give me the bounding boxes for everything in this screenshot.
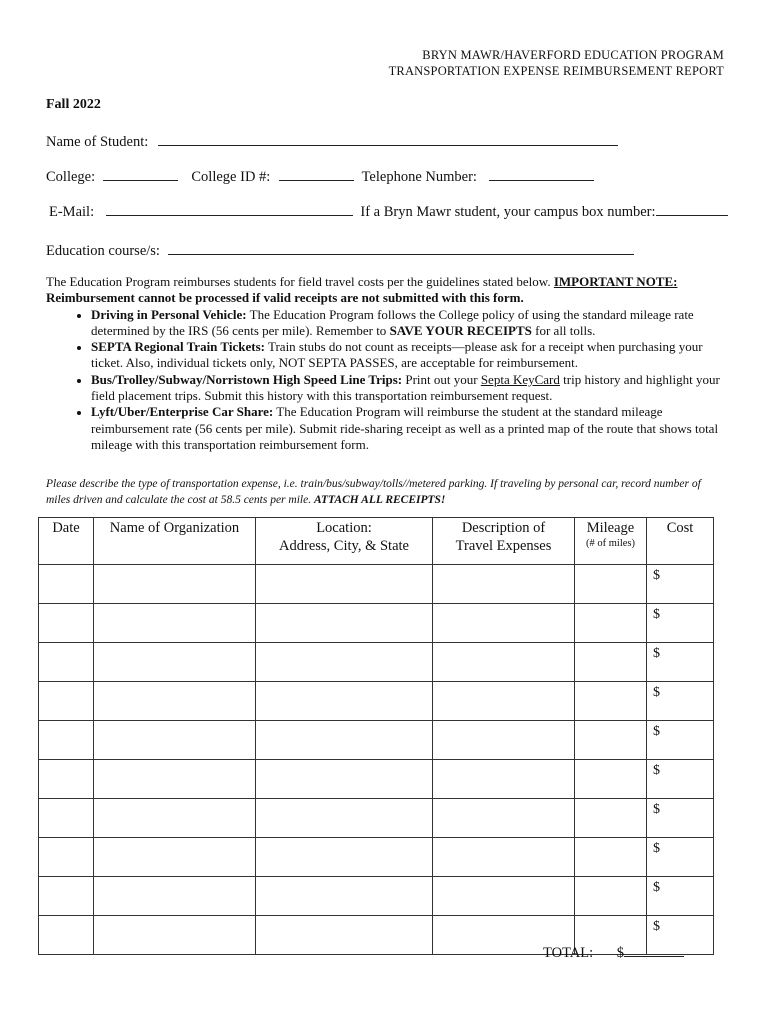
location-cell[interactable] (256, 682, 433, 721)
table-row (39, 682, 714, 721)
total-label: TOTAL: (543, 945, 594, 961)
currency-symbol: $ (653, 568, 660, 583)
intro-paragraph (46, 274, 726, 307)
courses-row (46, 242, 634, 260)
mileage-header-sub: (# of miles) (586, 538, 635, 549)
date-cell[interactable] (39, 604, 94, 643)
mileage-cell[interactable] (575, 721, 647, 760)
courses-field[interactable] (168, 242, 634, 255)
guideline-item-ride-share (91, 404, 726, 453)
location-column-header (256, 518, 433, 565)
campus-box-field[interactable] (656, 203, 728, 216)
term-label: Fall 2022 (46, 97, 101, 112)
mileage-cell[interactable] (575, 643, 647, 682)
description-cell[interactable] (433, 604, 575, 643)
student-name-field[interactable] (158, 133, 618, 146)
date-cell[interactable] (39, 916, 94, 955)
college-label: College: (46, 169, 96, 185)
instructions-paragraph (46, 476, 726, 508)
date-cell[interactable] (39, 565, 94, 604)
campus-box-label: If a Bryn Mawr student, your campus box number: (360, 204, 656, 220)
college-field[interactable] (103, 168, 178, 181)
guideline-text: trip history and highlight your field placement trips. Submit this history with this transportation reimbursement request. (91, 371, 720, 404)
mileage-cell[interactable] (575, 838, 647, 877)
email-row (49, 203, 728, 221)
currency-symbol: $ (653, 919, 660, 934)
cost-cell[interactable] (647, 721, 714, 760)
mileage-cell[interactable] (575, 799, 647, 838)
total-prefix: $ (616, 945, 624, 961)
location-cell[interactable] (256, 799, 433, 838)
table-row (39, 604, 714, 643)
guideline-text: The Education Program will reimburse the student at the standard mileage reimbursement rate (56 cents per mile). Submit ride-sharing receipt as well as a printed map of the route that shows total mileage with this transportation reimbursement form. (91, 404, 719, 452)
college-id-field[interactable] (279, 168, 354, 181)
date-cell[interactable] (39, 682, 94, 721)
cost-cell[interactable] (647, 565, 714, 604)
guideline-item-personal-vehicle (91, 307, 726, 340)
date-column-header: Date (39, 518, 94, 565)
description-cell[interactable] (433, 838, 575, 877)
telephone-field[interactable] (489, 168, 594, 181)
cost-column-header: Cost (647, 518, 714, 565)
cost-cell[interactable] (647, 799, 714, 838)
total-field[interactable] (624, 944, 684, 957)
college-row (46, 168, 594, 186)
date-cell[interactable] (39, 799, 94, 838)
organization-cell[interactable] (94, 604, 256, 643)
guideline-tail: for all tolls. (535, 322, 596, 338)
header-program: BRYN MAWR/HAVERFORD EDUCATION PROGRAM (422, 48, 724, 62)
currency-symbol: $ (653, 685, 660, 700)
date-cell[interactable] (39, 838, 94, 877)
location-cell[interactable] (256, 877, 433, 916)
mileage-column-header (575, 518, 647, 565)
guidelines-section (46, 274, 726, 453)
mileage-cell[interactable] (575, 877, 647, 916)
organization-cell[interactable] (94, 916, 256, 955)
table-row (39, 760, 714, 799)
organization-cell[interactable] (94, 877, 256, 916)
location-cell[interactable] (256, 721, 433, 760)
email-label: E-Mail: (49, 204, 95, 220)
header-report-title: TRANSPORTATION EXPENSE REIMBURSEMENT REPORT (388, 64, 724, 78)
organization-cell[interactable] (94, 565, 256, 604)
date-cell[interactable] (39, 877, 94, 916)
student-name-label: Name of Student: (46, 134, 149, 150)
septa-keycard-link[interactable]: Septa KeyCard (480, 371, 560, 387)
location-header-line: Address, City, & State (279, 538, 409, 554)
organization-cell[interactable] (94, 721, 256, 760)
date-cell[interactable] (39, 721, 94, 760)
currency-symbol: $ (653, 763, 660, 778)
cost-cell[interactable] (647, 604, 714, 643)
mileage-cell[interactable] (575, 682, 647, 721)
description-cell[interactable] (433, 682, 575, 721)
location-cell[interactable] (256, 643, 433, 682)
description-cell[interactable] (433, 721, 575, 760)
table-row (39, 643, 714, 682)
table-row (39, 799, 714, 838)
guideline-text: Train stubs do not count as receipts—please ask for a receipt when purchasing your ticket. Also, individual tickets only, NOT SEPTA PASSES, are acceptable for reimbursement. (91, 339, 703, 371)
description-column-header (433, 518, 575, 565)
form-header (389, 47, 724, 79)
courses-label: Education course/s: (46, 243, 160, 259)
guideline-title: Driving in Personal Vehicle: (91, 306, 247, 322)
description-cell[interactable] (433, 760, 575, 799)
location-header-line: Location: (316, 520, 372, 536)
guideline-emphasis: SAVE YOUR RECEIPTS (389, 322, 532, 338)
student-name-row (46, 133, 618, 151)
organization-cell[interactable] (94, 760, 256, 799)
instructions-text: Please describe the type of transportation expense, i.e. train/bus/subway/tolls//metered parking. If traveling by personal car, record number of miles driven and calculate the cost at 58.5 cents per mile. (46, 478, 701, 506)
organization-cell[interactable] (94, 799, 256, 838)
location-cell[interactable] (256, 760, 433, 799)
intro-text: The Education Program reimburses students for field travel costs per the guidelines stated below. (46, 274, 551, 289)
cost-cell[interactable] (647, 877, 714, 916)
mileage-cell[interactable] (575, 604, 647, 643)
cost-cell[interactable] (647, 643, 714, 682)
college-id-label: College ID #: (191, 169, 271, 185)
expense-table-header (39, 518, 714, 565)
expense-table (38, 517, 714, 955)
cost-cell[interactable] (647, 760, 714, 799)
total-row (543, 944, 684, 962)
location-cell[interactable] (256, 565, 433, 604)
description-cell[interactable] (433, 565, 575, 604)
guideline-item-septa-train (91, 339, 726, 372)
table-row (39, 838, 714, 877)
organization-cell[interactable] (94, 682, 256, 721)
table-row (39, 877, 714, 916)
description-cell[interactable] (433, 643, 575, 682)
guideline-text: Print out your (405, 371, 478, 387)
location-cell[interactable] (256, 838, 433, 877)
currency-symbol: $ (653, 802, 660, 817)
expense-table-body (39, 565, 714, 955)
table-row (39, 721, 714, 760)
guidelines-list (46, 307, 726, 454)
description-header-line: Travel Expenses (455, 538, 552, 554)
location-cell[interactable] (256, 604, 433, 643)
date-cell[interactable] (39, 760, 94, 799)
currency-symbol: $ (653, 646, 660, 661)
currency-symbol: $ (653, 841, 660, 856)
organization-cell[interactable] (94, 838, 256, 877)
important-label: IMPORTANT NOTE: (553, 274, 678, 289)
currency-symbol: $ (653, 880, 660, 895)
cost-cell[interactable] (647, 838, 714, 877)
mileage-cell[interactable] (575, 565, 647, 604)
guideline-title: Bus/Trolley/Subway/Norristown High Speed Line Trips: (91, 371, 403, 387)
organization-cell[interactable] (94, 643, 256, 682)
table-row (39, 565, 714, 604)
mileage-cell[interactable] (575, 760, 647, 799)
organization-column-header: Name of Organization (94, 518, 256, 565)
date-cell[interactable] (39, 643, 94, 682)
description-header-line: Description of (461, 520, 546, 536)
cost-cell[interactable] (647, 682, 714, 721)
description-cell[interactable] (433, 799, 575, 838)
mileage-header-label: Mileage (586, 520, 635, 536)
description-cell[interactable] (433, 877, 575, 916)
guideline-item-bus-trolley (91, 372, 726, 405)
telephone-label: Telephone Number: (361, 169, 477, 185)
location-cell[interactable] (256, 916, 433, 955)
currency-symbol: $ (653, 724, 660, 739)
instructions-emphasis: ATTACH ALL RECEIPTS! (313, 494, 446, 506)
guideline-text: The Education Program follows the College policy of using the standard mileage rate determined by the IRS (56 cents per mile). Remember to (91, 306, 694, 338)
currency-symbol: $ (653, 607, 660, 622)
email-field[interactable] (106, 203, 353, 216)
guideline-title: SEPTA Regional Train Tickets: (91, 339, 265, 355)
important-text: Reimbursement cannot be processed if valid receipts are not submitted with this form. (46, 290, 524, 306)
guideline-title: Lyft/Uber/Enterprise Car Share: (91, 404, 274, 420)
